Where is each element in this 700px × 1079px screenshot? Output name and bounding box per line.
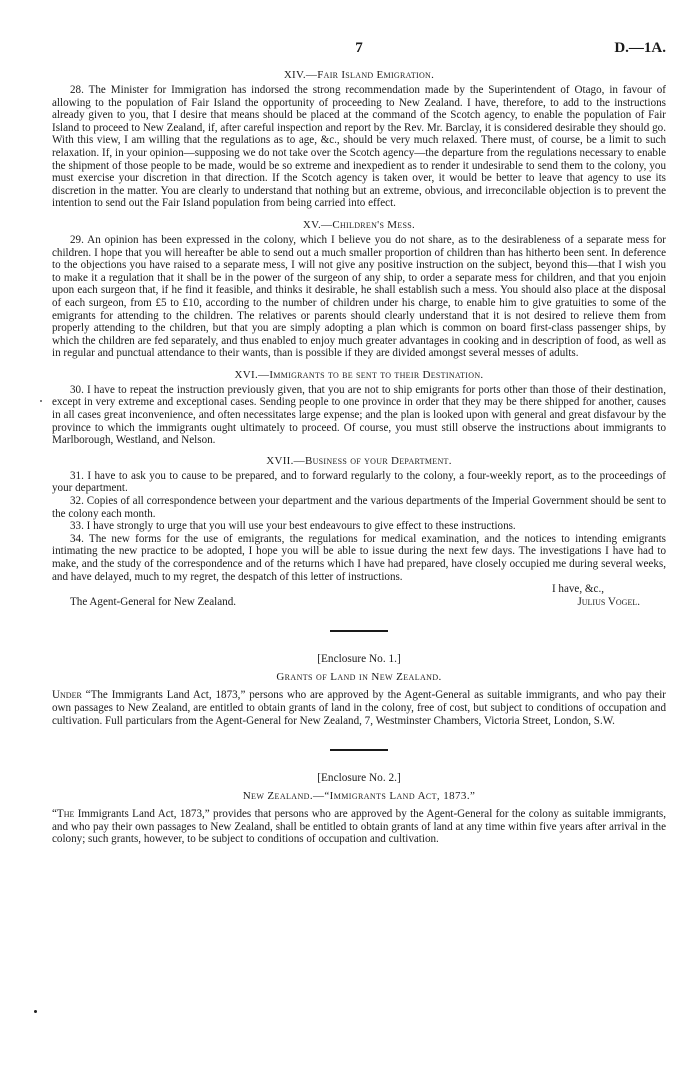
enclosure-2-text: Immigrants Land Act, 1873,” provides that persons who are approved by the Agent-General for the colony as suitable immigrants, and who pay their own passages to New Zealand, shall be entitled to obtain grants of land at any time within five years after arrival in the colony; such grants, however, to be subject to conditions of occupation and cultivation. (52, 808, 666, 846)
document-page (52, 40, 666, 846)
enclosure-1-body (52, 689, 666, 727)
enclosure-2-body (52, 808, 666, 846)
signature-greeting: I have, &c., (551, 583, 604, 596)
page-number: 7 (355, 40, 363, 56)
section-divider (330, 749, 388, 751)
paragraph-31: 31. I have to ask you to cause to be prepared, and to forward regularly to the colony, a four-weekly report, as to the proceedings of your department. (52, 469, 666, 495)
margin-mark (40, 400, 42, 402)
page-header (52, 40, 666, 66)
signatory-name: Julius Vogel. (577, 595, 640, 608)
enclosure-1-lead: Under (52, 689, 82, 702)
enclosure-2-title: New Zealand.—“Immigrants Land Act, 1873.” (242, 790, 476, 803)
signature-block (52, 583, 666, 608)
paragraph-28: 28. The Minister for Immigration has indorsed the strong recommendation made by the Superintendent of Otago, in favour of allowing to the population of Fair Island the opportunity of proceeding to New Zealand. I have, therefore, to add to the instructions already given to you, that I desire that means should be placed at the command of the Scotch agency, to enable the population of Fair Island to proceed to New Zealand, if, after careful inspection and report by the Rev. Mr. Barclay, it is considered desirable they should go. With this view, I am willing that the regulations as to age, &c., should be very much relaxed. There must, of course, be a limit to such relaxation. If, in your opinion—supposing we do not take over the Scotch agency—the departure from the regulations necessary to enable the shipment of those people to be made, would be so extreme and inexpedient as to render it undesirable to send them to the colony, you must exercise your discretion in that direction. If the Scotch agency is taken over, it would be better to leave that agency to use its discretion in the matter. You are clearly to understand that nothing but an extreme, obvious, and irreconcilable objection is to prevent the intention to send out the Fair Island population from being carried into effect. (52, 84, 666, 210)
paragraph-29: 29. An opinion has been expressed in the colony, which I believe you do not share, as to the desirableness of a separate mess for children. I hope that you will hereafter be able to send out a much smaller proportion of children than has hitherto been sent. In deference to the objections you have raised to a separate mess, I will not give any positive instruction on the subject, beyond this—that I wish you to make it a regulation that it shall be in the power of the surgeon of any ship, to order a separate mess for children, and that you enjoin upon each surgeon that, if he find it feasible, and thinks it desirable, he shall establish such a mess. You should also place at the disposal of each surgeon, from £5 to £10, according to the number of children under his charge, to enable him to give gratuities to some of the emigrants for attending to the children. The relatives or parents should clearly understand that it is not desired to relieve them from properly attending to the children, but that you are simply adopting a plan which is common on board first-class passenger ships, by which the children are fed separately, and thus enabled to enjoy much greater advantages in cooking and in description of food, as well as in regular and punctual attendance to their wants, than is possible if they are divided amongst several messes of adults. (52, 233, 666, 360)
paragraph-33: 33. I have strongly to urge that you will use your best endeavours to give effect to these instructions. (70, 520, 516, 533)
paragraph-30: 30. I have to repeat the instruction previously given, that you are not to ship emigrants for ports other than those of their destination, except in very extreme and exceptional cases. Sending people to one province in order that they may be there shipped for another, causes in all cases great inconvenience, and often necessitates large expense; and the plan is looked upon with general and great disfavour by the province to which the immigrants ought ultimately to proceed. Of course, you must still observe the instructions about immigrants to Marlborough, Westland, and Nelson. (52, 383, 666, 447)
margin-dot (34, 1010, 37, 1013)
paragraph-32: 32. Copies of all correspondence between your department and the various departments of the Imperial Government should be sent to the colony each month. (52, 495, 666, 520)
section-heading-xv: XV.—Children's Mess. (302, 218, 416, 231)
section-heading-xiv: XIV.—Fair Island Emigration. (283, 69, 435, 81)
section-divider (330, 630, 388, 632)
section-heading-xvi: XVI.—Immigrants to be sent to their Destination. (234, 368, 484, 381)
enclosure-1-label: [Enclosure No. 1.] (317, 653, 401, 666)
section-heading-xvii: XVII.—Business of your Department. (266, 454, 452, 467)
enclosure-2-lead: “The (52, 808, 75, 821)
enclosure-2-label: [Enclosure No. 2.] (317, 772, 401, 785)
document-reference: D.—1A. (614, 40, 666, 56)
enclosure-1-text: “The Immigrants Land Act, 1873,” persons who are approved by the Agent-General as suitable immigrants, and who pay their own passages to New Zealand, are entitled to obtain grants of land in the colony, free of cost, but subject to conditions of occupation and cultivation. Full particulars from the Agent-General for New Zealand, 7, Westminster Chambers, Victoria Street, London, S.W. (52, 689, 666, 727)
addressee: The Agent-General for New Zealand. (70, 595, 237, 608)
enclosure-1-title: Grants of Land in New Zealand. (276, 671, 442, 684)
paragraph-34: 34. The new forms for the use of emigrants, the regulations for medical examination, and the notices to intending emigrants intimating the new practice to be adopted, I hope you will be able to issue during the next few days. The investigations I have had to make, and the study of the correspondence and of the returns which I have had prepared, have closely occupied me during several weeks, and have delayed, much to my regret, the despatch of this letter of instructions. (52, 532, 666, 583)
